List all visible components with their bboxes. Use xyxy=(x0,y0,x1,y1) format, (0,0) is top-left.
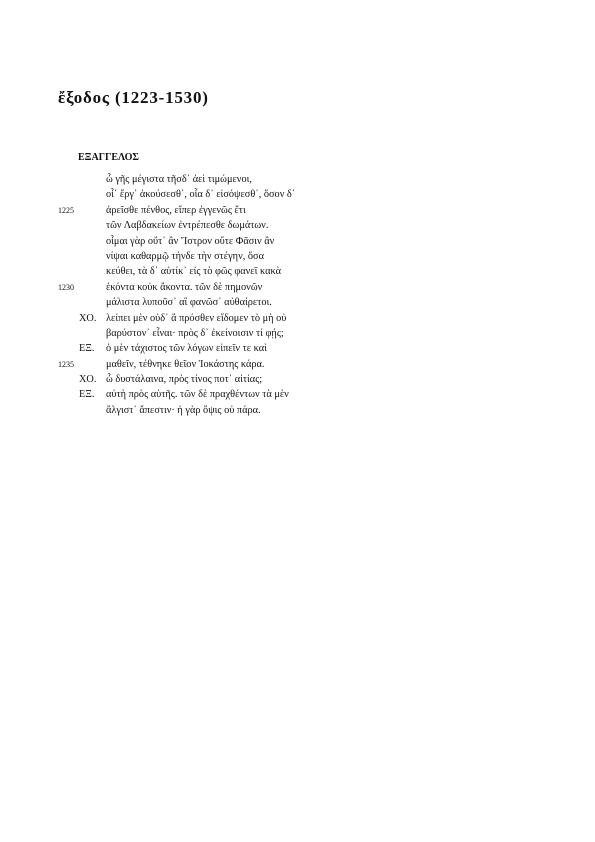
verse-text: οἶμαι γὰρ οὔτ᾽ ἂν Ἴστρον οὔτε Φᾶσιν ἂν xyxy=(106,235,275,247)
speaker-label: ΕΞ. xyxy=(79,389,95,401)
verse-text: ἄλγιστ᾽ ἄπεστιν· ἡ γὰρ ὄψις οὐ πάρα. xyxy=(106,404,261,416)
verse-line xyxy=(0,234,595,249)
verse-line xyxy=(0,326,595,341)
speaker-label: ΧΟ. xyxy=(79,374,97,386)
verse-text: τῶν Λαβδακείων ἐντρέπεσθε δωμάτων. xyxy=(106,220,269,232)
verse-line xyxy=(0,295,595,310)
line-number: 1235 xyxy=(58,359,74,369)
verse-text: ἑκόντα κοὐκ ἄκοντα. τῶν δὲ πημονῶν xyxy=(106,281,263,293)
verse-line xyxy=(0,218,595,233)
verse-block xyxy=(0,172,595,418)
verse-line xyxy=(0,249,595,264)
verse-text: ὦ γῆς μέγιστα τῆσδ᾽ ἀεὶ τιμώμενοι, xyxy=(106,174,252,185)
verse-text: αὐτὴ πρὸς αὑτῆς. τῶν δὲ πραχθέντων τὰ μὲν xyxy=(106,389,289,401)
speaker-heading: ΕΞΑΓΓΕΛΟΣ xyxy=(78,152,139,163)
speaker-label: ΧΟ. xyxy=(79,312,97,324)
verse-text: κεύθει, τὰ δ᾽ αὐτίκ᾽ εἰς τὸ φῶς φανεῖ κακὰ xyxy=(106,266,282,278)
verse-line xyxy=(0,264,595,279)
line-number: 1230 xyxy=(58,282,74,292)
verse-line xyxy=(0,372,595,387)
speaker-label: ΕΞ. xyxy=(79,343,95,355)
line-number: 1225 xyxy=(58,205,74,215)
verse-line xyxy=(0,403,595,418)
verse-text: νίψαι καθαρμῷ τήνδε τὴν στέγην, ὅσα xyxy=(106,250,264,262)
verse-text: οἷ᾽ ἔργ᾽ ἀκούσεσθ᾽, οἷα δ᾽ εἰσόψεσθ᾽, ὅσον δ᾽ xyxy=(106,189,296,201)
verse-line xyxy=(0,280,595,295)
verse-line xyxy=(0,311,595,326)
verse-text: ὦ δυστάλαινα, πρὸς τίνος ποτ᾽ αἰτίας; xyxy=(106,374,263,386)
verse-line xyxy=(0,341,595,356)
verse-line xyxy=(0,172,595,187)
verse-line xyxy=(0,357,595,372)
verse-line xyxy=(0,187,595,202)
verse-text: ἀρεῖσθε πένθος, εἴπερ ἐγγενῶς ἔτι xyxy=(106,204,246,216)
verse-text: μαθεῖν, τέθνηκε θεῖον Ἰοκάστης κάρα. xyxy=(106,358,265,370)
verse-text: ὁ μὲν τάχιστος τῶν λόγων εἰπεῖν τε καὶ xyxy=(106,343,267,355)
verse-line xyxy=(0,387,595,402)
verse-text: λείπει μὲν οὐδ᾽ ἃ πρόσθεν εἴδομεν τὸ μὴ οὐ xyxy=(106,312,287,324)
verse-line xyxy=(0,203,595,218)
section-title: ἔξοδος (1223-1530) xyxy=(58,88,209,107)
verse-text: μάλιστα λυποῦσ᾽ αἳ φανῶσ᾽ αὐθαίρετοι. xyxy=(106,297,272,309)
verse-text: βαρύστον᾽ εἶναι· πρὸς δ᾽ ἐκείνοισιν τί φῄς; xyxy=(106,327,284,339)
